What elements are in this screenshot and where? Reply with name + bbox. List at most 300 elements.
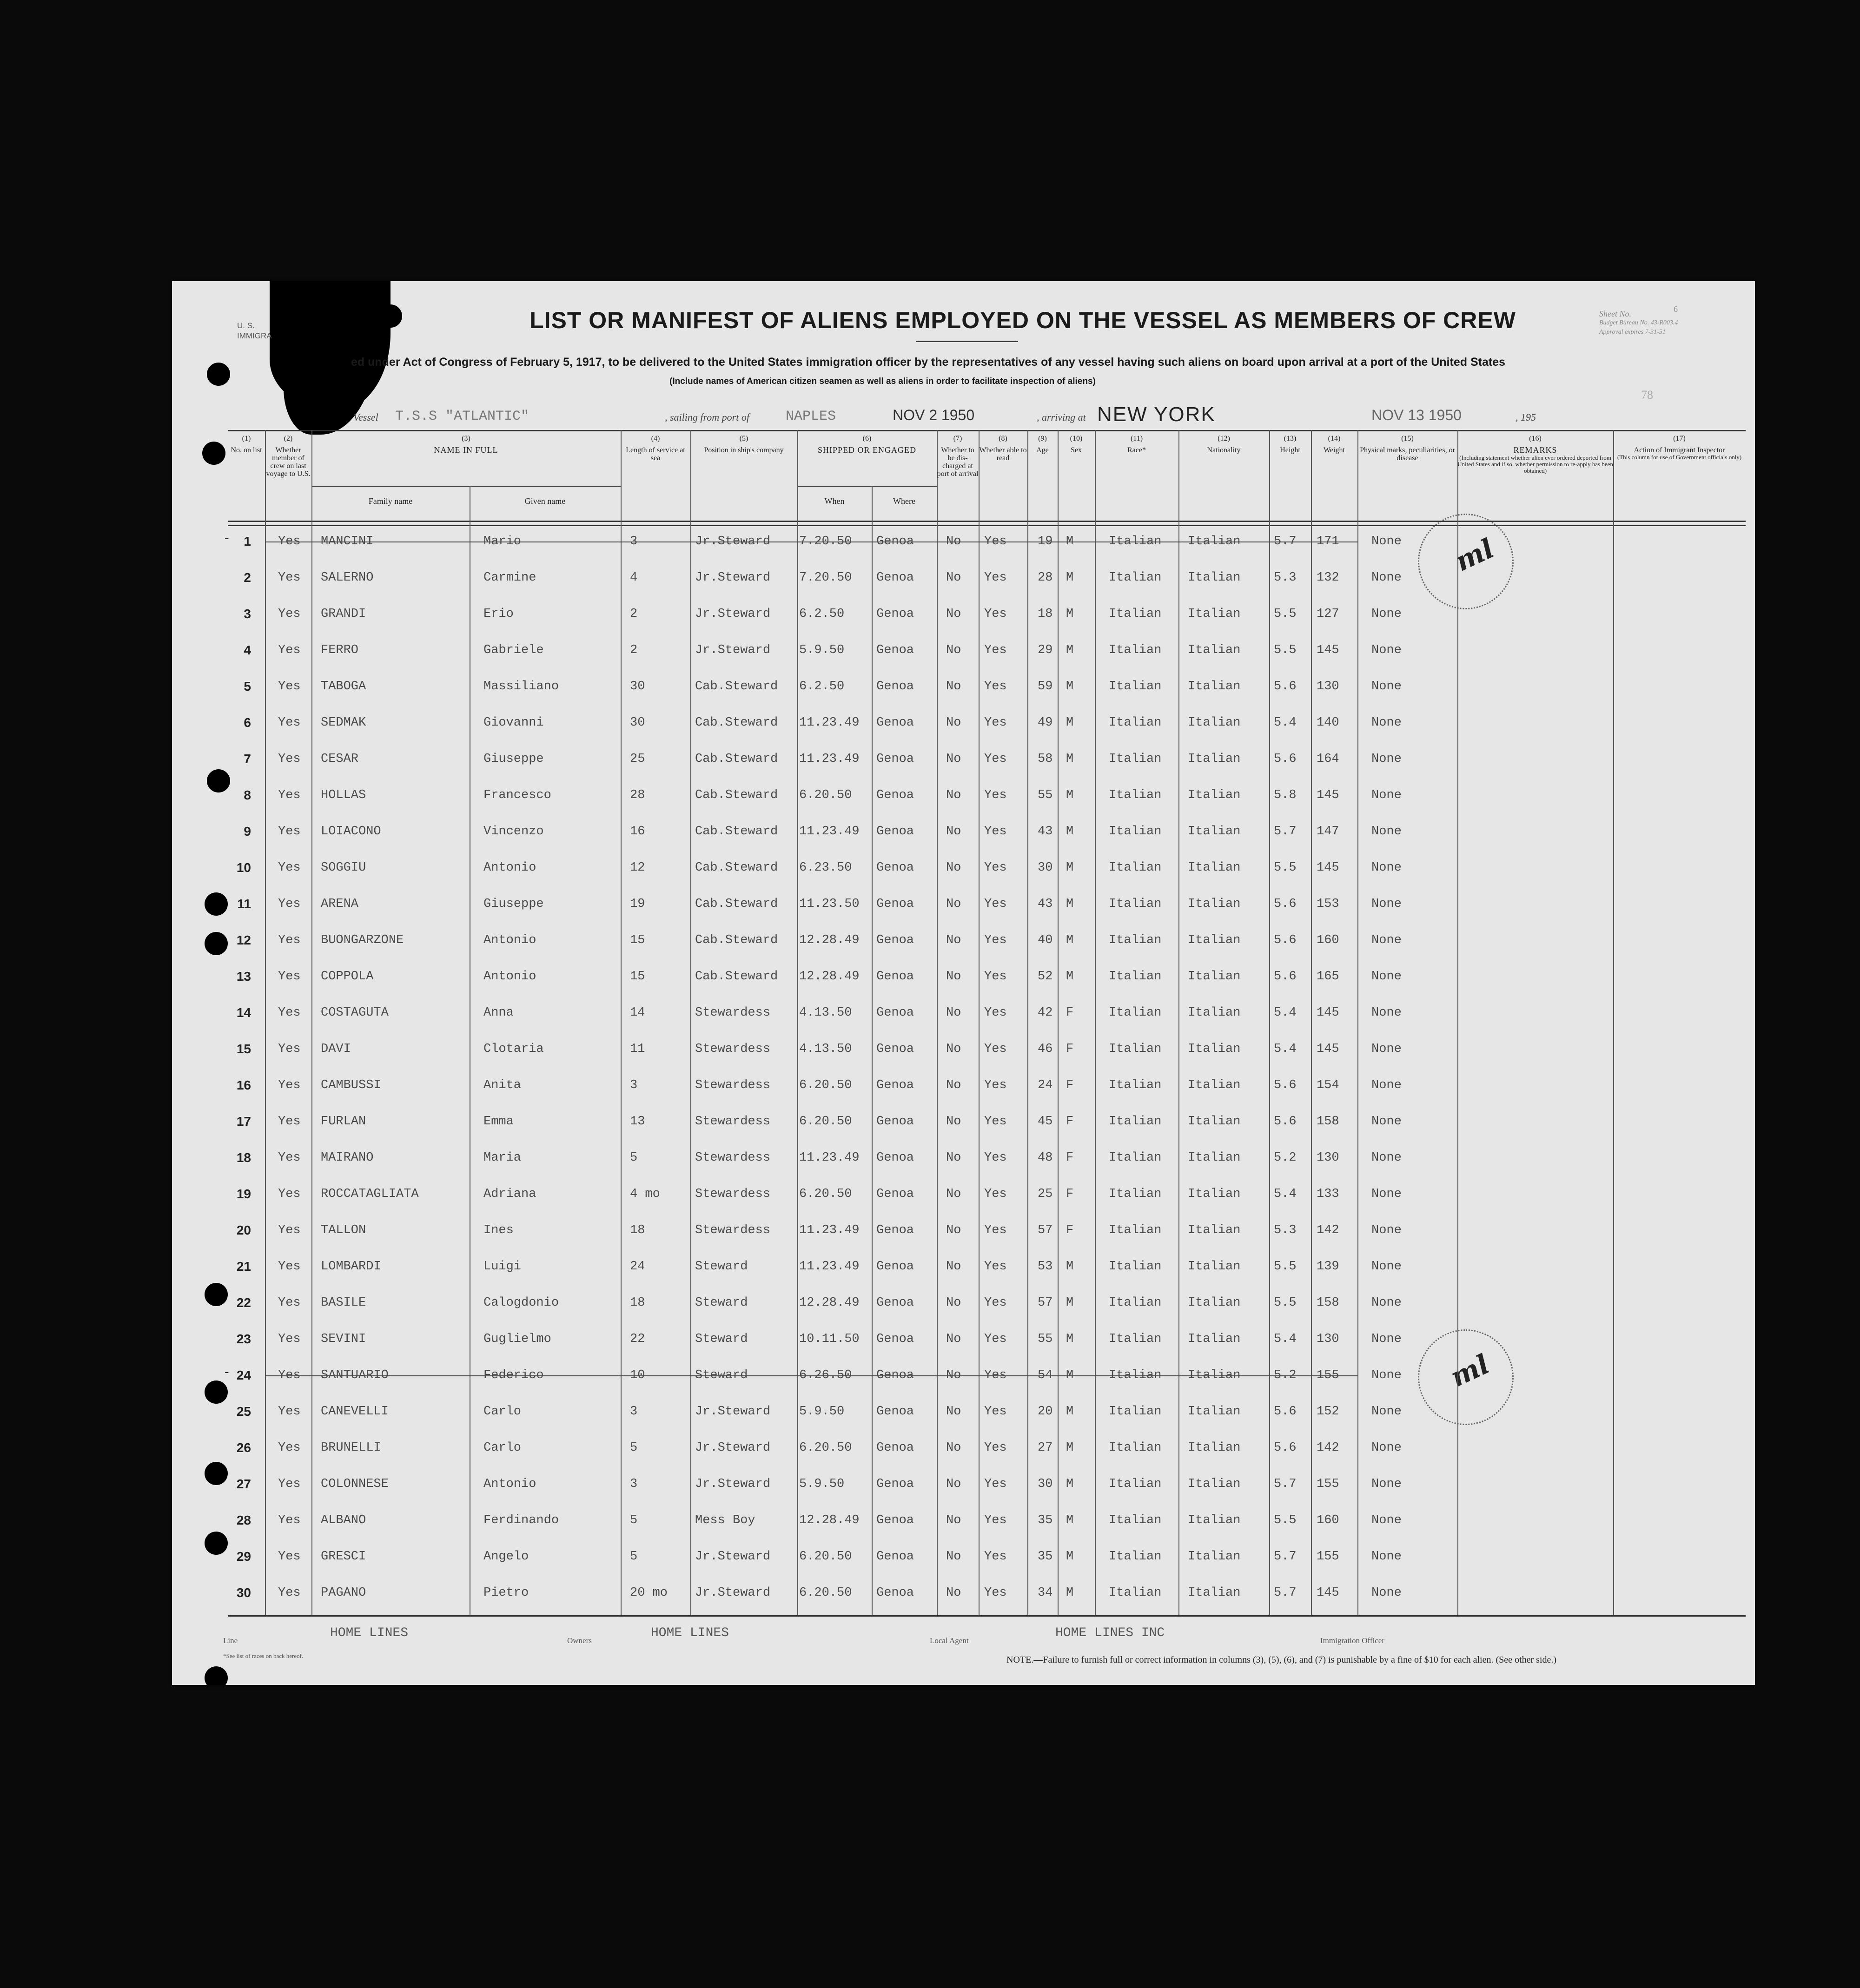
cell-sex: M xyxy=(1066,1296,1074,1310)
cell-physical: None xyxy=(1371,1115,1402,1129)
cell-family: GRESCI xyxy=(321,1550,366,1564)
cell-physical: None xyxy=(1371,1441,1402,1455)
cell-position: Steward xyxy=(695,1332,748,1346)
table-bottom-rule xyxy=(228,1615,1746,1617)
column-title: Whether member of crew on last voyage to U.S. xyxy=(266,446,311,478)
cell-crew: Yes xyxy=(278,825,301,839)
cell-physical: None xyxy=(1371,788,1402,802)
cell-position: Jr.Steward xyxy=(695,607,771,621)
cell-family: HOLLAS xyxy=(321,788,366,802)
cell-nationality: Italian xyxy=(1188,1115,1241,1129)
column-number: (9) xyxy=(1038,435,1047,443)
header-bottom-rule xyxy=(228,525,1746,526)
cell-crew: Yes xyxy=(278,1296,301,1310)
cell-sex: M xyxy=(1066,861,1074,875)
cell-physical: None xyxy=(1371,1586,1402,1600)
year-suffix: , 195 xyxy=(1516,411,1536,423)
cell-nationality: Italian xyxy=(1188,571,1241,585)
cell-service: 4 xyxy=(630,571,638,585)
cell-when: 4.13.50 xyxy=(799,1006,852,1020)
cell-sex: M xyxy=(1066,607,1074,621)
cell-read: Yes xyxy=(984,643,1007,657)
cell-nationality: Italian xyxy=(1188,1187,1241,1201)
cell-read: Yes xyxy=(984,1513,1007,1527)
cell-sex: M xyxy=(1066,716,1074,730)
cell-height: 5.6 xyxy=(1274,680,1297,693)
cell-read: Yes xyxy=(984,1441,1007,1455)
cell-age: 53 xyxy=(1038,1260,1053,1274)
cell-nationality: Italian xyxy=(1188,1441,1241,1455)
cell-height: 5.4 xyxy=(1274,1187,1297,1201)
cell-family: ROCCATAGLIATA xyxy=(321,1187,419,1201)
cell-physical: None xyxy=(1371,970,1402,984)
column-number: (16) xyxy=(1529,435,1542,443)
cell-when: 6.26.50 xyxy=(799,1368,852,1382)
cell-height: 5.5 xyxy=(1274,607,1297,621)
cell-where: Genoa xyxy=(876,1296,914,1310)
column-number: (4) xyxy=(651,435,660,443)
cell-family: BRUNELLI xyxy=(321,1441,381,1455)
cell-physical: None xyxy=(1371,607,1402,621)
cell-when: 6.20.50 xyxy=(799,788,852,802)
cell-height: 5.6 xyxy=(1274,897,1297,911)
column-number: (6) xyxy=(862,435,872,443)
cell-given: Pietro xyxy=(483,1586,529,1600)
cell-height: 5.6 xyxy=(1274,1115,1297,1129)
cell-physical: None xyxy=(1371,1187,1402,1201)
cell-race: Italian xyxy=(1109,825,1162,839)
cell-position: Jr.Steward xyxy=(695,571,771,585)
row-number: 26 xyxy=(236,1440,251,1455)
cell-where: Genoa xyxy=(876,607,914,621)
column-header-c6 xyxy=(797,435,937,455)
cell-weight: 158 xyxy=(1317,1115,1339,1129)
cell-nationality: Italian xyxy=(1188,1042,1241,1056)
cell-physical: None xyxy=(1371,1042,1402,1056)
cell-sex: F xyxy=(1066,1151,1074,1165)
cell-position: Steward xyxy=(695,1368,748,1382)
budget-line: Approval expires 7-31-51 xyxy=(1599,329,1666,336)
column-header-c5 xyxy=(690,435,797,454)
cell-age: 43 xyxy=(1038,897,1053,911)
column-title: Length of service at sea xyxy=(626,446,685,462)
row-number: 7 xyxy=(244,752,251,766)
cell-family: SEVINI xyxy=(321,1332,366,1346)
cell-sex: F xyxy=(1066,1006,1074,1020)
officer-label: Immigration Officer xyxy=(1320,1636,1385,1645)
cell-height: 5.7 xyxy=(1274,535,1297,548)
cell-where: Genoa xyxy=(876,1405,914,1419)
column-header-c1 xyxy=(228,435,265,454)
cell-sex: M xyxy=(1066,1441,1074,1455)
cell-physical: None xyxy=(1371,861,1402,875)
cell-height: 5.6 xyxy=(1274,1441,1297,1455)
cell-discharged: No xyxy=(946,680,961,693)
cell-crew: Yes xyxy=(278,1441,301,1455)
cell-given: Vincenzo xyxy=(483,825,544,839)
cell-family: LOIACONO xyxy=(321,825,381,839)
cell-age: 48 xyxy=(1038,1151,1053,1165)
cell-height: 5.8 xyxy=(1274,788,1297,802)
cell-discharged: No xyxy=(946,1513,961,1527)
cell-race: Italian xyxy=(1109,1405,1162,1419)
cell-sex: M xyxy=(1066,1405,1074,1419)
cell-nationality: Italian xyxy=(1188,1296,1241,1310)
cell-height: 5.2 xyxy=(1274,1151,1297,1165)
cell-when: 7.20.50 xyxy=(799,571,852,585)
cell-age: 19 xyxy=(1038,535,1053,548)
cell-read: Yes xyxy=(984,825,1007,839)
cell-race: Italian xyxy=(1109,571,1162,585)
cell-physical: None xyxy=(1371,643,1402,657)
cell-discharged: No xyxy=(946,716,961,730)
cell-weight: 145 xyxy=(1317,1586,1339,1600)
cell-position: Cab.Steward xyxy=(695,825,778,839)
cell-physical: None xyxy=(1371,1368,1402,1382)
cell-given: Federico xyxy=(483,1368,544,1382)
cell-nationality: Italian xyxy=(1188,933,1241,947)
cell-service: 10 xyxy=(630,1368,645,1382)
column-rule xyxy=(1269,430,1270,1615)
column-title: Age xyxy=(1036,446,1049,454)
cell-where: Genoa xyxy=(876,861,914,875)
cell-when: 5.9.50 xyxy=(799,1477,845,1491)
cell-physical: None xyxy=(1371,1260,1402,1274)
cell-nationality: Italian xyxy=(1188,825,1241,839)
cell-position: Cab.Steward xyxy=(695,680,778,693)
cell-service: 16 xyxy=(630,825,645,839)
column-subheader: Where xyxy=(893,496,915,506)
cell-nationality: Italian xyxy=(1188,1223,1241,1237)
cell-read: Yes xyxy=(984,607,1007,621)
cell-position: Jr.Steward xyxy=(695,1405,771,1419)
cell-physical: None xyxy=(1371,1513,1402,1527)
cell-height: 5.5 xyxy=(1274,643,1297,657)
cell-service: 20 mo xyxy=(630,1586,668,1600)
cell-family: SEDMAK xyxy=(321,716,366,730)
cell-discharged: No xyxy=(946,607,961,621)
cell-family: COLONNESE xyxy=(321,1477,389,1491)
cell-position: Jr.Steward xyxy=(695,1477,771,1491)
cell-height: 5.5 xyxy=(1274,1296,1297,1310)
name-subheader-rule xyxy=(311,486,621,487)
cell-crew: Yes xyxy=(278,1187,301,1201)
row-check-mark: - xyxy=(223,532,231,546)
cell-race: Italian xyxy=(1109,897,1162,911)
cell-when: 4.13.50 xyxy=(799,1042,852,1056)
cell-where: Genoa xyxy=(876,788,914,802)
cell-weight: 153 xyxy=(1317,897,1339,911)
cell-where: Genoa xyxy=(876,571,914,585)
cell-where: Genoa xyxy=(876,1042,914,1056)
cell-when: 11.23.49 xyxy=(799,1260,860,1274)
cell-service: 28 xyxy=(630,788,645,802)
cell-race: Italian xyxy=(1109,1550,1162,1564)
cell-sex: F xyxy=(1066,1078,1074,1092)
column-number: (3) xyxy=(462,435,470,443)
cell-when: 12.28.49 xyxy=(799,933,860,947)
cell-weight: 145 xyxy=(1317,788,1339,802)
cell-race: Italian xyxy=(1109,1151,1162,1165)
cell-nationality: Italian xyxy=(1188,1477,1241,1491)
cell-crew: Yes xyxy=(278,643,301,657)
cell-read: Yes xyxy=(984,933,1007,947)
cell-discharged: No xyxy=(946,571,961,585)
cell-given: Angelo xyxy=(483,1550,529,1564)
cell-given: Erio xyxy=(483,607,514,621)
cell-crew: Yes xyxy=(278,1115,301,1129)
cell-nationality: Italian xyxy=(1188,1368,1241,1382)
column-number: (1) xyxy=(242,435,251,443)
column-subheader: When xyxy=(824,496,845,506)
cell-service: 2 xyxy=(630,643,638,657)
cell-discharged: No xyxy=(946,1368,961,1382)
cell-physical: None xyxy=(1371,1006,1402,1020)
cell-when: 11.23.49 xyxy=(799,716,860,730)
cell-read: Yes xyxy=(984,1115,1007,1129)
cell-when: 5.9.50 xyxy=(799,643,845,657)
cell-nationality: Italian xyxy=(1188,788,1241,802)
cell-service: 30 xyxy=(630,680,645,693)
cell-position: Cab.Steward xyxy=(695,861,778,875)
cell-position: Jr.Steward xyxy=(695,1586,771,1600)
column-header-c3 xyxy=(311,435,621,455)
cell-service: 18 xyxy=(630,1296,645,1310)
cell-height: 5.4 xyxy=(1274,1042,1297,1056)
cell-where: Genoa xyxy=(876,970,914,984)
sheet-number-value: 6 xyxy=(1674,304,1678,314)
header-bottom-rule xyxy=(228,521,1746,522)
cell-weight: 145 xyxy=(1317,1042,1339,1056)
agent-value: HOME LINES INC xyxy=(1055,1626,1165,1640)
cell-service: 25 xyxy=(630,752,645,766)
cell-age: 28 xyxy=(1038,571,1053,585)
column-rule xyxy=(1178,430,1179,1615)
cell-weight: 130 xyxy=(1317,1151,1339,1165)
cell-read: Yes xyxy=(984,535,1007,548)
row-number: 8 xyxy=(244,788,251,802)
cell-read: Yes xyxy=(984,1477,1007,1491)
row-number: 27 xyxy=(236,1477,251,1491)
cell-weight: 145 xyxy=(1317,643,1339,657)
cell-family: TABOGA xyxy=(321,680,366,693)
cell-race: Italian xyxy=(1109,861,1162,875)
arriving-label: , arriving at xyxy=(1037,411,1086,423)
cell-service: 14 xyxy=(630,1006,645,1020)
column-rule xyxy=(1095,430,1096,1615)
cell-read: Yes xyxy=(984,1151,1007,1165)
cell-service: 19 xyxy=(630,897,645,911)
cell-where: Genoa xyxy=(876,1477,914,1491)
cell-where: Genoa xyxy=(876,825,914,839)
cell-age: 43 xyxy=(1038,825,1053,839)
cell-given: Carlo xyxy=(483,1405,522,1419)
sheet-number-label: Sheet No. xyxy=(1599,309,1631,318)
cell-position: Steward xyxy=(695,1260,748,1274)
cell-read: Yes xyxy=(984,680,1007,693)
cell-discharged: No xyxy=(946,535,961,548)
cell-crew: Yes xyxy=(278,1332,301,1346)
cell-discharged: No xyxy=(946,1006,961,1020)
cell-discharged: No xyxy=(946,1260,961,1274)
column-header-c12 xyxy=(1178,435,1269,454)
cell-when: 6.20.50 xyxy=(799,1586,852,1600)
cell-physical: None xyxy=(1371,716,1402,730)
cell-when: 12.28.49 xyxy=(799,970,860,984)
cell-position: Cab.Steward xyxy=(695,752,778,766)
cell-family: FURLAN xyxy=(321,1115,366,1129)
cell-read: Yes xyxy=(984,1078,1007,1092)
cell-nationality: Italian xyxy=(1188,680,1241,693)
column-title: NAME IN FULL xyxy=(434,445,498,455)
cell-age: 25 xyxy=(1038,1187,1053,1201)
cell-where: Genoa xyxy=(876,1006,914,1020)
cell-height: 5.4 xyxy=(1274,716,1297,730)
cell-position: Stewardess xyxy=(695,1006,771,1020)
cell-given: Carlo xyxy=(483,1441,522,1455)
cell-family: COSTAGUTA xyxy=(321,1006,389,1020)
cell-sex: F xyxy=(1066,1115,1074,1129)
cell-weight: 133 xyxy=(1317,1187,1339,1201)
cell-discharged: No xyxy=(946,788,961,802)
cell-age: 58 xyxy=(1038,752,1053,766)
cell-family: FERRO xyxy=(321,643,359,657)
sailing-date: NOV 2 1950 xyxy=(893,407,975,423)
cell-height: 5.5 xyxy=(1274,1260,1297,1274)
cell-when: 6.23.50 xyxy=(799,861,852,875)
cell-nationality: Italian xyxy=(1188,752,1241,766)
column-rule xyxy=(621,430,622,1615)
vessel-label: Vessel xyxy=(353,411,378,423)
cell-where: Genoa xyxy=(876,933,914,947)
cell-where: Genoa xyxy=(876,643,914,657)
row-number: 18 xyxy=(236,1150,251,1165)
column-rule xyxy=(690,430,691,1615)
column-title: Position in ship's company xyxy=(704,446,784,454)
cell-given: Antonio xyxy=(483,970,536,984)
owners-value: HOME LINES xyxy=(651,1626,729,1640)
cell-weight: 142 xyxy=(1317,1441,1339,1455)
column-header-c8 xyxy=(979,435,1027,462)
cell-position: Mess Boy xyxy=(695,1513,755,1527)
cell-sex: M xyxy=(1066,933,1074,947)
cell-given: Carmine xyxy=(483,571,536,585)
cell-family: ARENA xyxy=(321,897,359,911)
cell-sex: M xyxy=(1066,1260,1074,1274)
cell-family: ALBANO xyxy=(321,1513,366,1527)
cell-race: Italian xyxy=(1109,1332,1162,1346)
cell-crew: Yes xyxy=(278,933,301,947)
column-number: (2) xyxy=(284,435,293,443)
cell-sex: M xyxy=(1066,1332,1074,1346)
cell-height: 5.5 xyxy=(1274,1513,1297,1527)
cell-discharged: No xyxy=(946,1078,961,1092)
cell-nationality: Italian xyxy=(1188,897,1241,911)
form-origin-line: U. S. xyxy=(237,321,255,330)
row-number: 1 xyxy=(244,534,251,548)
cell-read: Yes xyxy=(984,788,1007,802)
cell-service: 3 xyxy=(630,1405,638,1419)
cell-family: GRANDI xyxy=(321,607,366,621)
cell-weight: 171 xyxy=(1317,535,1339,548)
cell-position: Stewardess xyxy=(695,1078,771,1092)
punch-hole xyxy=(202,442,225,465)
cell-physical: None xyxy=(1371,825,1402,839)
manifest-sheet xyxy=(172,281,1755,1685)
cell-family: CAMBUSSI xyxy=(321,1078,381,1092)
cell-read: Yes xyxy=(984,1550,1007,1564)
cell-service: 5 xyxy=(630,1550,638,1564)
row-number: 16 xyxy=(236,1078,251,1092)
cell-when: 7.20.50 xyxy=(799,535,852,548)
row-number: 17 xyxy=(236,1114,251,1129)
cell-discharged: No xyxy=(946,1151,961,1165)
cell-weight: 155 xyxy=(1317,1550,1339,1564)
cell-position: Stewardess xyxy=(695,1223,771,1237)
column-rule xyxy=(1058,430,1059,1615)
cell-crew: Yes xyxy=(278,1223,301,1237)
column-rule xyxy=(1613,430,1614,1615)
cell-service: 11 xyxy=(630,1042,645,1056)
cell-crew: Yes xyxy=(278,1368,301,1382)
column-subtitle: (Including statement whether alien ever ordered deported from United States and if so, whether permission to re-apply has been obtained) xyxy=(1457,454,1613,474)
cell-discharged: No xyxy=(946,1296,961,1310)
cell-race: Italian xyxy=(1109,970,1162,984)
cell-service: 5 xyxy=(630,1513,638,1527)
races-note: *See list of races on back hereof. xyxy=(223,1652,304,1659)
cell-height: 5.4 xyxy=(1274,1006,1297,1020)
cell-sex: M xyxy=(1066,1368,1074,1382)
cell-discharged: No xyxy=(946,970,961,984)
column-header-c4 xyxy=(621,435,690,462)
cell-position: Stewardess xyxy=(695,1187,771,1201)
line-label: Line xyxy=(223,1636,238,1645)
cell-position: Cab.Steward xyxy=(695,716,778,730)
cell-where: Genoa xyxy=(876,897,914,911)
cell-age: 55 xyxy=(1038,788,1053,802)
cell-given: Anna xyxy=(483,1006,514,1020)
column-rule xyxy=(1311,430,1312,1615)
cell-discharged: No xyxy=(946,897,961,911)
cell-family: MAIRANO xyxy=(321,1151,374,1165)
cell-discharged: No xyxy=(946,1223,961,1237)
column-title: Height xyxy=(1280,446,1300,454)
cell-discharged: No xyxy=(946,1115,961,1129)
cell-service: 3 xyxy=(630,1078,638,1092)
cell-sex: M xyxy=(1066,970,1074,984)
row-number: 14 xyxy=(236,1005,251,1020)
cell-weight: 164 xyxy=(1317,752,1339,766)
cell-sex: M xyxy=(1066,643,1074,657)
cell-when: 6.2.50 xyxy=(799,680,845,693)
cell-position: Cab.Steward xyxy=(695,897,778,911)
cell-read: Yes xyxy=(984,1586,1007,1600)
cell-weight: 130 xyxy=(1317,680,1339,693)
cell-where: Genoa xyxy=(876,1223,914,1237)
cell-weight: 140 xyxy=(1317,716,1339,730)
cell-race: Italian xyxy=(1109,1586,1162,1600)
cell-nationality: Italian xyxy=(1188,1332,1241,1346)
cell-family: SOGGIU xyxy=(321,861,366,875)
cell-physical: None xyxy=(1371,1296,1402,1310)
cell-crew: Yes xyxy=(278,1042,301,1056)
cell-physical: None xyxy=(1371,752,1402,766)
column-header-c15 xyxy=(1357,435,1457,462)
column-number: (8) xyxy=(999,435,1007,443)
cell-age: 54 xyxy=(1038,1368,1053,1382)
row-number: 6 xyxy=(244,715,251,730)
cell-nationality: Italian xyxy=(1188,1006,1241,1020)
